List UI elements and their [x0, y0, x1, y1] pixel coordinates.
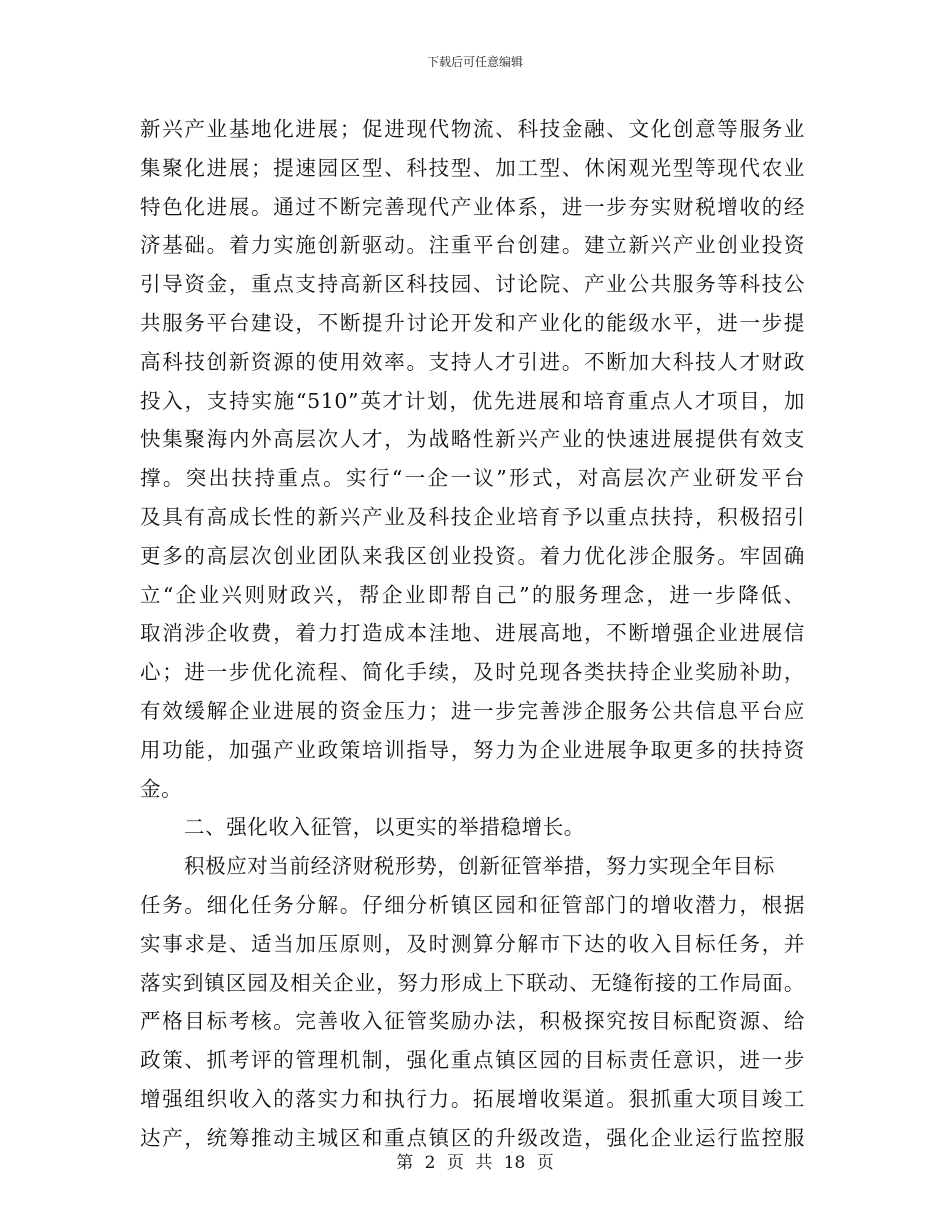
page-header: 下载后可任意编辑 [426, 55, 523, 69]
paragraph-first-line: 积极应对当前经济财税形势，创新征管举措，努力实现全年目标 [184, 854, 775, 879]
text-line: 立“企业兴则财政兴，帮企业即帮自己”的服务理念，进一步降低、 [140, 582, 805, 607]
text-line: 心；进一步优化流程、简化手续，及时兑现各类扶持企业奖励补助， [140, 660, 805, 685]
text-line: 取消涉企收费，着力打造成本洼地、进展高地，不断增强企业进展信 [140, 621, 805, 646]
text-line: 实事求是、适当加压原则，及时测算分解市下达的收入目标任务，并 [140, 931, 805, 956]
text-line: 及具有高成长性的新兴产业及科技企业培育予以重点扶持，积极招引 [140, 504, 805, 529]
page-number-footer: 第 2 页 共 18 页 [396, 1153, 554, 1173]
text-line: 集聚化进展；提速园区型、科技型、加工型、休闲观光型等现代农业 [140, 155, 805, 180]
text-line: 共服务平台建设，不断提升讨论开发和产业化的能级水平，进一步提 [140, 310, 805, 335]
text-line: 增强组织收入的落实力和执行力。拓展增收渠道。狠抓重大项目竣工 [140, 1086, 805, 1111]
text-line: 任务。细化任务分解。仔细分析镇区园和征管部门的增收潜力，根据 [140, 892, 805, 917]
text-line: 高科技创新资源的使用效率。支持人才引进。不断加大科技人才财政 [140, 349, 805, 374]
document-body [140, 110, 805, 1158]
text-line: 新兴产业基地化进展；促进现代物流、科技金融、文化创意等服务业 [140, 117, 805, 141]
text-line: 更多的高层次创业团队来我区创业投资。着力优化涉企服务。牢固确 [140, 543, 805, 568]
text-line: 撑。突出扶持重点。实行“一企一议”形式，对高层次产业研发平台 [140, 466, 805, 491]
text-line: 引导资金，重点支持高新区科技园、讨论院、产业公共服务等科技公 [140, 272, 805, 297]
text-line: 落实到镇区园及相关企业，努力形成上下联动、无缝衔接的工作局面。 [140, 970, 805, 995]
text-line: 达产，统筹推动主城区和重点镇区的升级改造，强化企业运行监控服 [140, 1125, 805, 1150]
text-line: 快集聚海内外高层次人才，为战略性新兴产业的快速进展提供有效支 [140, 427, 805, 452]
text-line: 特色化进展。通过不断完善现代产业体系，进一步夯实财税增收的经 [140, 194, 805, 219]
text-line: 投入，支持实施“510”英才计划，优先进展和培育重点人才项目，加 [140, 388, 805, 413]
text-line: 有效缓解企业进展的资金压力；进一步完善涉企服务公共信息平台应 [140, 698, 805, 723]
text-line: 金。 [140, 776, 183, 801]
text-line: 用功能，加强产业政策培训指导，努力为企业进展争取更多的扶持资 [140, 737, 805, 762]
text-line: 政策、抓考评的管理机制，强化重点镇区园的目标责任意识，进一步 [140, 1048, 805, 1073]
section-heading: 二、强化收入征管，以更实的举措稳增长。 [184, 815, 585, 840]
text-line: 济基础。着力实施创新驱动。注重平台创建。建立新兴产业创业投资 [140, 233, 805, 258]
text-line: 严格目标考核。完善收入征管奖励办法，积极探究按目标配资源、给 [140, 1009, 805, 1034]
